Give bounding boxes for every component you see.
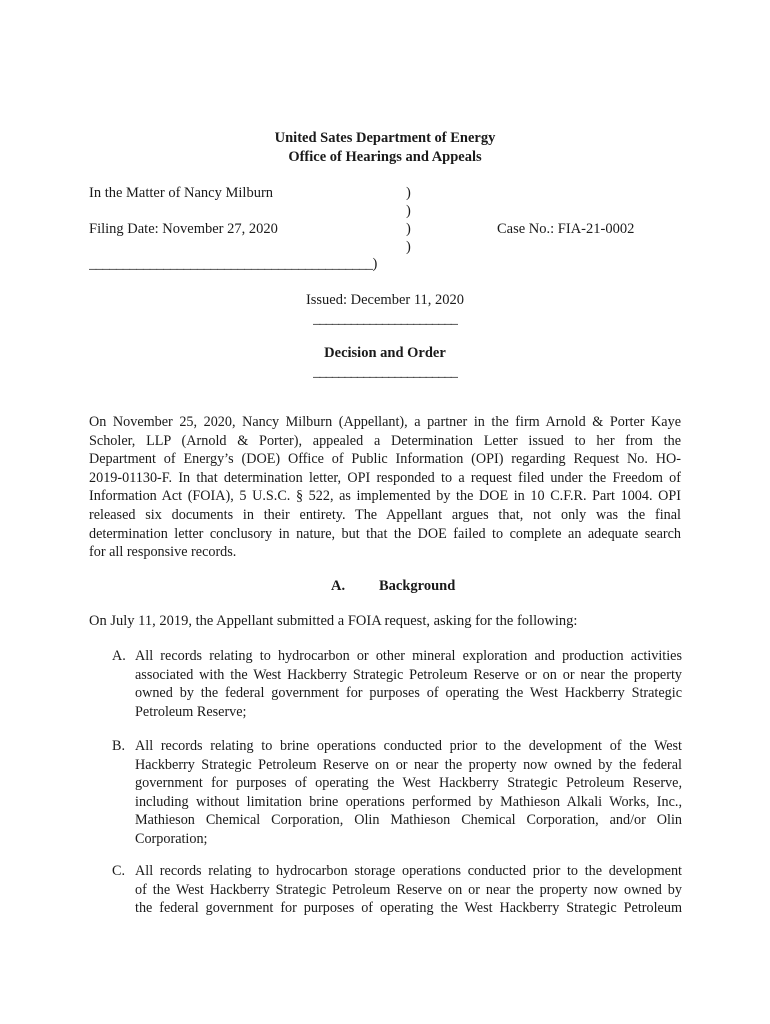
decision-title: Decision and Order	[324, 345, 446, 361]
list-line: Mathieson Chemical Corporation, Olin Mathieson Chemical Corporation, and/or Olin	[135, 812, 682, 829]
caption-rule: __________________________________________)	[89, 256, 377, 272]
list-line: Corporation;	[135, 830, 208, 847]
list-line: government for purposes of operating the West Hackberry Strategic Petroleum Reserve,	[135, 775, 682, 792]
paragraph-line: Scholer, LLP (Arnold & Porter), appealed a Determination Letter issued to her from the	[89, 432, 681, 449]
section-title: Background	[379, 578, 456, 594]
list-marker: B.	[112, 738, 126, 754]
list-line: All records relating to hydrocarbon or other mineral exploration and production activities	[135, 648, 682, 664]
list-marker: A.	[112, 648, 126, 664]
paragraph-line: Information Act (FOIA), 5 U.S.C. § 522, as implemented by the DOE in 10 C.F.R. Part 1004. OPI	[89, 488, 681, 505]
divider-rule: _______________________	[313, 364, 457, 380]
intro-paragraph	[89, 413, 681, 562]
request-intro: On July 11, 2019, the Appellant submitted a FOIA request, asking for the following:	[89, 613, 578, 629]
list-line: owned by the federal government for purposes of operating the West Hackberry Strategic	[135, 685, 682, 702]
agency-heading: United Sates Department of Energy	[274, 130, 496, 146]
caption-paren: )	[406, 185, 411, 201]
filing-date: Filing Date: November 27, 2020	[89, 221, 278, 237]
paragraph-line: Department of Energy’s (DOE) Office of Public Information (OPI) regarding Request No. HO-	[89, 451, 681, 468]
case-number: Case No.: FIA-21-0002	[497, 221, 635, 237]
section-number: A.	[331, 578, 346, 594]
caption-paren: )	[406, 203, 411, 219]
list-line: the federal government for purposes of operating the West Hackberry Strategic Petroleum	[135, 900, 682, 917]
paragraph-line: On November 25, 2020, Nancy Milburn (Appellant), a partner in the firm Arnold & Porter Kaye	[89, 414, 681, 430]
paragraph-line: for all responsive records.	[89, 544, 237, 561]
list-line: Hackberry Strategic Petroleum Reserve on or near the property now owned by the federal	[135, 756, 682, 773]
list-marker: C.	[112, 863, 126, 879]
list-line: of the West Hackberry Strategic Petroleum Reserve on or near the property now owned by	[135, 881, 682, 898]
paragraph-line: released six documents in their entirety. The Appellant argues that, not only was the final	[89, 506, 681, 523]
paragraph-line: determination letter conclusory in nature, but that the DOE failed to complete an adequate search	[89, 525, 681, 542]
office-heading: Office of Hearings and Appeals	[288, 149, 482, 165]
matter-name: In the Matter of Nancy Milburn	[89, 185, 274, 201]
issued-date: Issued: December 11, 2020	[305, 292, 465, 308]
caption-paren: )	[406, 221, 411, 237]
list-line: including without limitation brine operations performed by Mathieson Alkali Works, Inc.,	[135, 793, 682, 810]
list-line: Petroleum Reserve;	[135, 703, 247, 720]
list-line: All records relating to hydrocarbon storage operations conducted prior to the development	[135, 863, 682, 879]
caption-paren: )	[406, 239, 411, 255]
list-line: associated with the West Hackberry Strategic Petroleum Reserve or on or near the property	[135, 666, 682, 683]
paragraph-line: 2019-01130-F. In that determination letter, OPI responded to a request filed under the Freedom of	[89, 469, 681, 486]
list-line: All records relating to brine operations conducted prior to the development of the West	[135, 738, 682, 754]
divider-rule: _______________________	[313, 311, 457, 327]
